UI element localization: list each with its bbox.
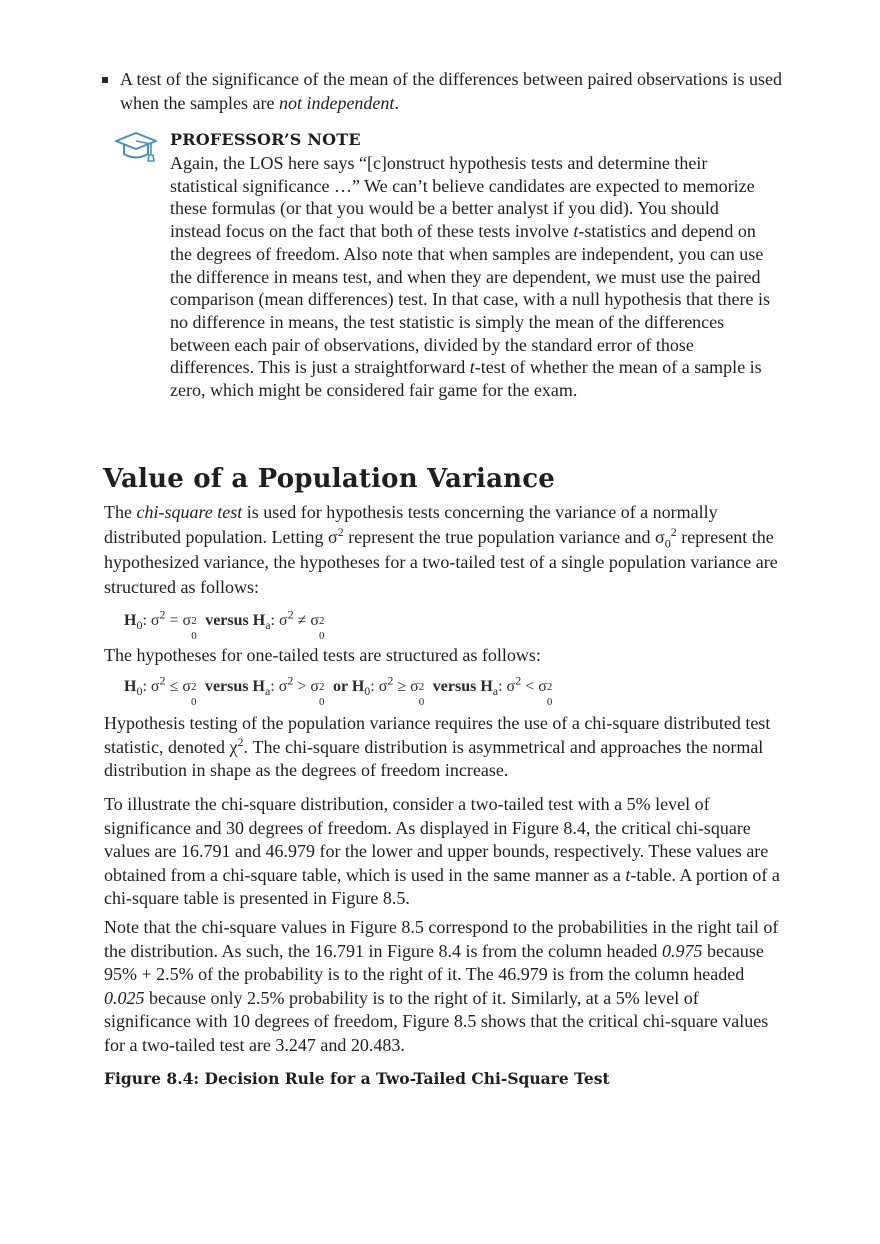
bullet-marker	[102, 77, 108, 83]
note-heading: PROFESSOR’S NOTE	[170, 130, 361, 149]
bullet-text: A test of the significance of the mean of the differences between paired observations is used when the samples are not independent.	[120, 69, 782, 113]
paragraph-illustration: To illustrate the chi-square distribution, consider a two-tailed test with a 5% level of significance and 30 degrees of freedom. As displayed in Figure 8.4, the critical chi-square values are 16.791 and 46.979 for the lower and upper bounds, respectively. These values are obtained from a chi-square table, which is used in the same manner as a t-table. A portion of a chi-square table is presented in Figure 8.5.	[104, 794, 780, 908]
paragraph-table-note: Note that the chi-square values in Figure 8.5 correspond to the probabilities in the right tail of the distribution. As such, the 16.791 in Figure 8.4 is from the column headed 0.975 because 95% + 2.5% of the probability is to the right of it. The 46.979 is from the column headed 0.025 because only 2.5% probability is to the right of it. Similarly, at a 5% level of significance with 10 degrees of freedom, Figure 8.5 shows that the critical chi-square values for a two-tailed test are 3.247 and 20.483.	[104, 917, 779, 1055]
section-title: Value of a Population Variance	[103, 464, 555, 494]
paragraph-test-statistic: Hypothesis testing of the population variance requires the use of a chi-square distributed test statistic, denoted $\chi^2$. The chi-square distribution is asymmetrical and approaches the normal distribution in shape as the degrees of freedom increase.	[104, 713, 771, 780]
formula-two-tailed-hypotheses: $H_0$: $\sigma^2 = \sigma$ 2 0 versus $H_a$: $\sigma^2 \ne \sigma$ 2 0	[124, 607, 325, 642]
formula-one-tailed-hypotheses: $H_0$: $\sigma^2 \le \sigma$ 2 0 versus $H_a$: $\sigma^2 > \sigma$ 2 0 or $H_0$: $\sigma^2 \ge \sigma$ 2 0 versus $H_a$: $\sigma^2 < \sigma$ 2 0	[124, 673, 553, 708]
bullet-paired-test	[102, 68, 802, 115]
paragraph-chi-square-intro: The chi-square test is used for hypothesis tests concerning the variance of a normally distributed population. Letting $\sigma^2$ represent the true population variance and $\sigma_0^2$ represent the hypothesized variance, the hypotheses for a two-tailed test of a single population variance are structured as follows:	[104, 502, 778, 597]
figure-caption: Figure 8.4: Decision Rule for a Two-Tailed Chi-Square Test	[104, 1069, 610, 1088]
graduation-cap-icon	[113, 130, 159, 166]
note-body: Again, the LOS here says “[c]onstruct hypothesis tests and determine their statistical significance …” We can’t believe candidates are expected to memorize these formulas (or that you would be a better analyst if you did). You should instead focus on the fact that both of these tests involve t-statistics and depend on the degrees of freedom. Also note that when samples are independent, you can use the difference in means test, and when they are dependent, we must use the paired comparison (mean differences) test. In that case, with a null hypothesis that there is no difference in means, the test statistic is simply the mean of the differences between each pair of observations, divided by the standard error of those differences. This is just a straightforward t-test of whether the mean of a sample is zero, which might be considered fair game for the exam.	[170, 153, 770, 401]
paragraph-one-tailed-lead: The hypotheses for one-tailed tests are structured as follows:	[104, 645, 541, 665]
